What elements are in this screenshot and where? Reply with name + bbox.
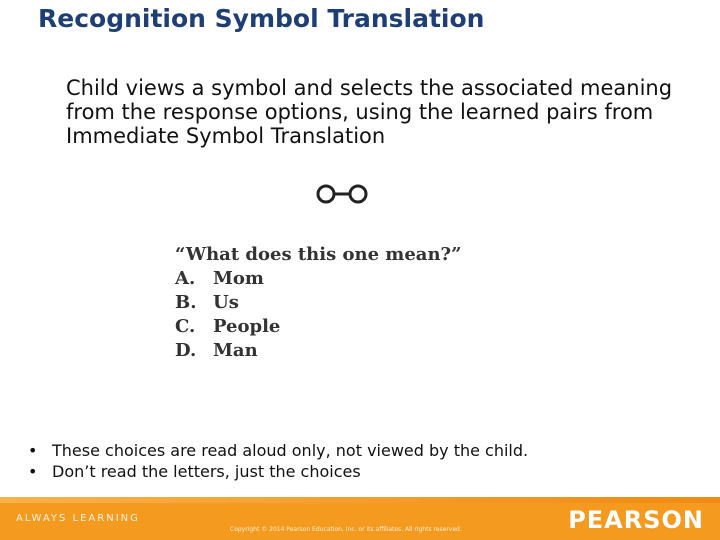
- note-text: Don’t read the letters, just the choices: [52, 462, 361, 481]
- footer-tagline: ALWAYS LEARNING: [16, 513, 140, 524]
- note-text: These choices are read aloud only, not viewed by the child.: [52, 441, 529, 460]
- option-letter: A.: [175, 268, 196, 289]
- bullet-icon: •: [28, 462, 38, 481]
- footer-stripe: [0, 497, 720, 503]
- option-text: Us: [213, 292, 239, 313]
- question-text: “What does this one mean?”: [175, 244, 462, 265]
- option-text: Man: [213, 340, 258, 361]
- answer-option: [175, 339, 461, 363]
- notes-list: [26, 440, 706, 482]
- answer-option: [175, 315, 461, 339]
- footer-bar: [0, 497, 720, 540]
- note-item: [26, 440, 706, 461]
- question-block: [175, 243, 461, 363]
- answer-option: [175, 291, 461, 315]
- option-letter: B.: [175, 292, 197, 313]
- option-letter: D.: [175, 340, 197, 361]
- footer-copyright: Copyright © 2014 Pearson Education, Inc. or its affiliates. All rights reserved.: [230, 526, 462, 533]
- note-item: [26, 461, 706, 482]
- option-letter: C.: [175, 316, 196, 337]
- option-text: Mom: [213, 268, 264, 289]
- rebus-symbol-icon: [314, 180, 370, 208]
- slide-title: Recognition Symbol Translation: [38, 4, 485, 33]
- pearson-logo: PEARSON: [568, 506, 704, 534]
- bullet-icon: •: [28, 441, 38, 460]
- answer-option: [175, 267, 461, 291]
- option-text: People: [213, 316, 281, 337]
- slide-description: Child views a symbol and selects the associated meaning from the response options, using the learned pairs from Immediate Symbol Translation: [66, 76, 673, 148]
